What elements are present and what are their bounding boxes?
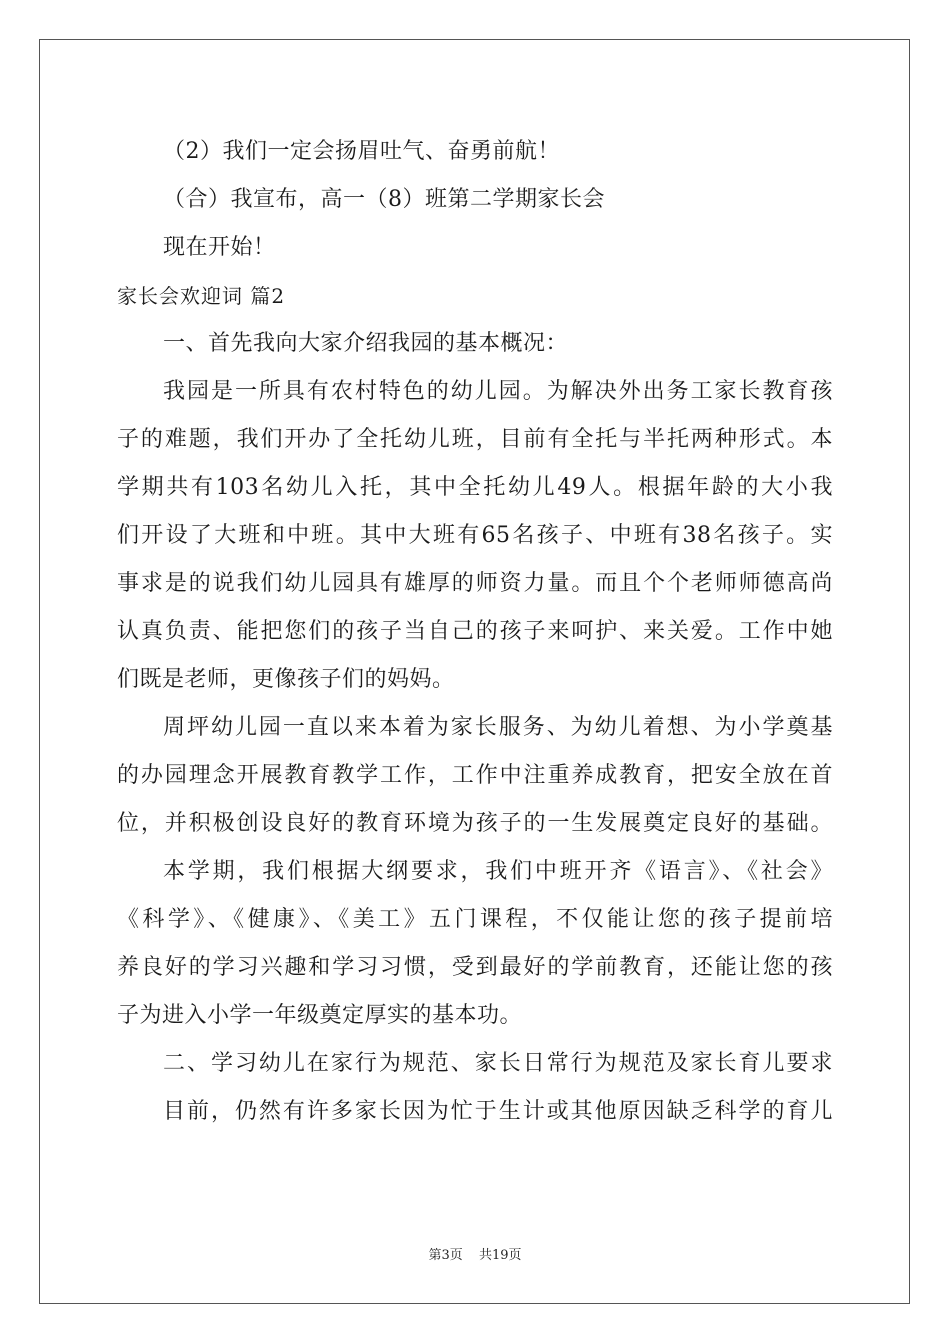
text-line: 二、学习幼儿在家行为规范、家长日常行为规范及家长育儿要求: [163, 1051, 833, 1076]
document-body: [117, 128, 833, 1136]
text-line: 们开设了大班和中班。其中大班有65名孩子、中班有38名孩子。实: [117, 523, 833, 548]
text-line: （2）我们一定会扬眉吐气、奋勇前航！: [163, 139, 560, 164]
section-title: 家长会欢迎词 篇2: [117, 284, 286, 308]
text-line: 目前，仍然有许多家长因为忙于生计或其他原因缺乏科学的育儿: [163, 1099, 833, 1124]
text-line: 《科学》、《健康》、《美工》五门课程，不仅能让您的孩子提前培: [117, 907, 833, 932]
page-number: 第3页: [428, 1248, 463, 1263]
text-line: 养良好的学习兴趣和学习习惯，受到最好的学前教育，还能让您的孩: [117, 955, 833, 980]
page-footer: [0, 1244, 950, 1263]
text-line: 位，并积极创设良好的教育环境为孩子的一生发展奠定良好的基础。: [117, 811, 833, 836]
text-line: 我园是一所具有农村特色的幼儿园。为解决外出务工家长教育孩: [163, 379, 833, 404]
text-line: 子的难题，我们开办了全托幼儿班，目前有全托与半托两种形式。本: [117, 427, 833, 452]
text-line: 学期共有103名幼儿入托，其中全托幼儿49人。根据年龄的大小我: [117, 475, 833, 500]
text-line: 子为进入小学一年级奠定厚实的基本功。: [117, 1003, 523, 1028]
text-line: 周坪幼儿园一直以来本着为家长服务、为幼儿着想、为小学奠基: [163, 715, 833, 740]
text-line: 事求是的说我们幼儿园具有雄厚的师资力量。而且个个老师师德高尚: [117, 571, 833, 596]
text-line: 本学期，我们根据大纲要求，我们中班开齐《语言》、《社会》: [163, 859, 833, 884]
text-line: 认真负责、能把您们的孩子当自己的孩子来呵护、来关爱。工作中她: [117, 619, 833, 644]
text-line: 现在开始！: [163, 235, 276, 260]
text-line: 们既是老师，更像孩子们的妈妈。: [117, 667, 455, 692]
text-line: （合）我宣布，高一（8）班第二学期家长会: [163, 187, 605, 212]
text-line: 一、首先我向大家介绍我园的基本概况：: [163, 331, 569, 356]
text-line: 的办园理念开展教育教学工作，工作中注重养成教育，把安全放在首: [117, 763, 833, 788]
page-total: 共19页: [478, 1248, 522, 1263]
